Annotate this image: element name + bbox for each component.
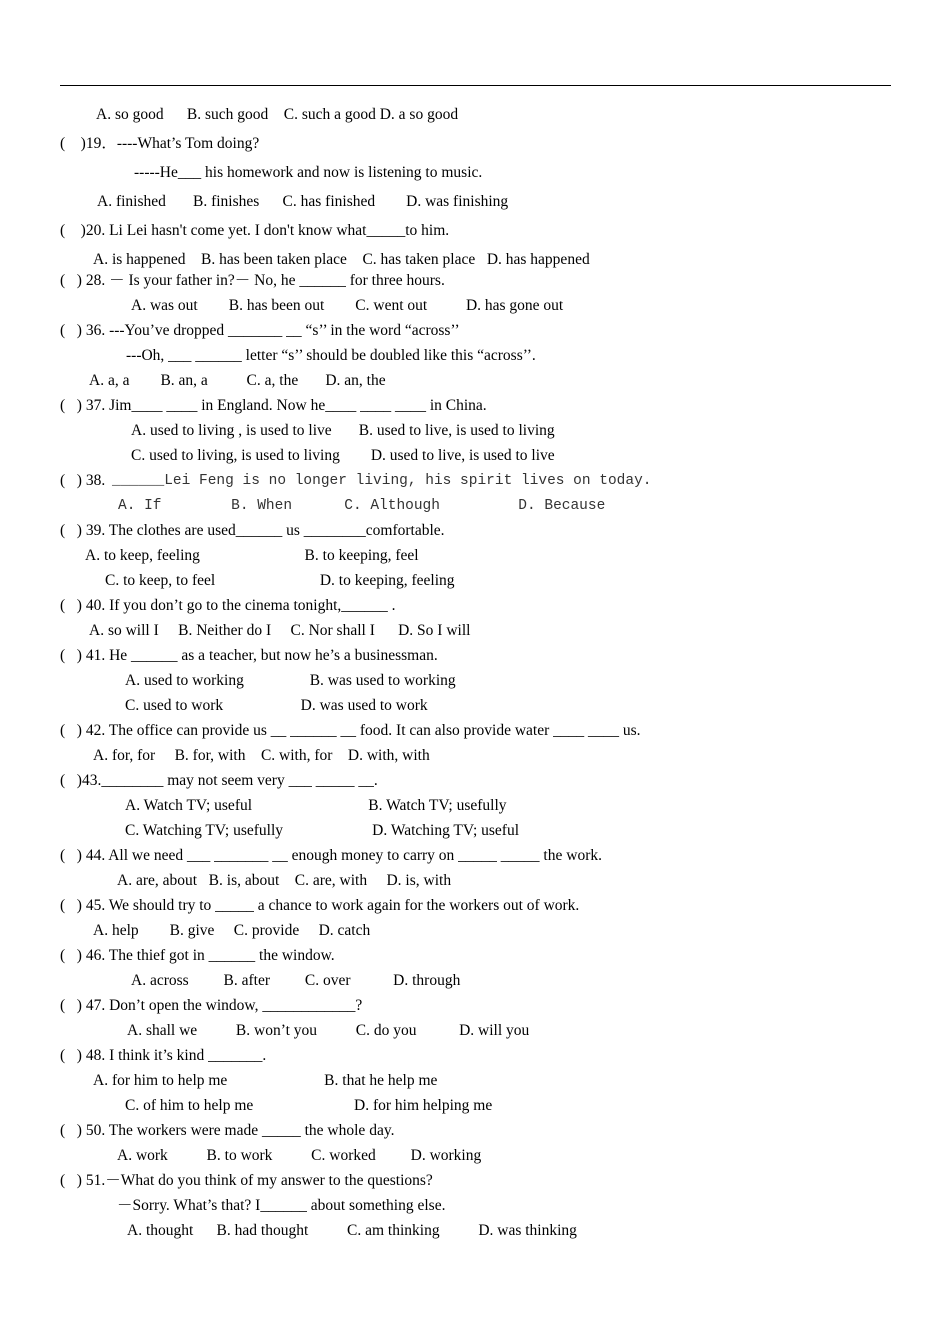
q19-options: A. finished B. finishes C. has finished D. was finishing <box>97 193 509 210</box>
q41-stem: ( ) 41. He ______ as a teacher, but now he’s a businessman. <box>60 647 438 664</box>
q37-stem: ( ) 37. Jim____ ____ in England. Now he____ ____ ____ in China. <box>60 397 487 414</box>
q19-answer-line: -----He___ his homework and now is listening to music. <box>134 164 483 181</box>
q36-stem: ( ) 36. ---You’ve dropped _______ __ “s’’ in the word “across’’ <box>60 322 460 339</box>
q39-options-ab: A. to keep, feeling B. to keeping, feel <box>85 547 419 564</box>
q38-number: ( ) 38. <box>60 472 106 489</box>
q41-options-cd: C. used to work D. was used to work <box>125 697 428 714</box>
q44-stem: ( ) 44. All we need ___ _______ __ enough money to carry on _____ _____ the work. <box>60 847 602 864</box>
q20-stem: ( )20. Li Lei hasn't come yet. I don't know what_____to him. <box>60 222 450 239</box>
q37-options-ab: A. used to living , is used to live B. used to live, is used to living <box>131 422 555 439</box>
q36-answer-line: ---Oh, ___ ______ letter “s’’ should be doubled like this “across’’. <box>126 347 536 364</box>
q38-options: A. If B. When C. Although D. Because <box>118 498 606 514</box>
q51-stem: ( ) 51.－What do you think of my answer to the questions? <box>60 1172 433 1189</box>
q40-stem: ( ) 40. If you don’t go to the cinema tonight,______ . <box>60 597 396 614</box>
q43-options-cd: C. Watching TV; usefully D. Watching TV; useful <box>125 822 520 839</box>
q43-options-ab: A. Watch TV; useful B. Watch TV; usefully <box>125 797 507 814</box>
q20-options: A. is happened B. has been taken place C. has taken place D. has happened <box>93 251 590 268</box>
q48-options-cd: C. of him to help me D. for him helping me <box>125 1097 493 1114</box>
q28-stem: ( ) 28. － Is your father in?－ No, he ______ for three hours. <box>60 272 445 289</box>
q39-options-cd: C. to keep, to feel D. to keeping, feeling <box>105 572 455 589</box>
header-rule <box>60 85 891 86</box>
q38-stem: ______Lei Feng is no longer living, his spirit lives on today. <box>112 473 652 489</box>
q45-stem: ( ) 45. We should try to _____ a chance to work again for the workers out of work. <box>60 897 580 914</box>
q50-stem: ( ) 50. The workers were made _____ the whole day. <box>60 1122 395 1139</box>
q28-options: A. was out B. has been out C. went out D. has gone out <box>131 297 564 314</box>
q51-options: A. thought B. had thought C. am thinking D. was thinking <box>127 1222 577 1239</box>
q39-stem: ( ) 39. The clothes are used______ us ________comfortable. <box>60 522 445 539</box>
q47-stem: ( ) 47. Don’t open the window, ____________? <box>60 997 363 1014</box>
q47-options: A. shall we B. won’t you C. do you D. will you <box>127 1022 530 1039</box>
q46-options: A. across B. after C. over D. through <box>131 972 461 989</box>
q40-options: A. so will I B. Neither do I C. Nor shall I D. So I will <box>89 622 471 639</box>
q44-options: A. are, about B. is, about C. are, with D. is, with <box>117 872 452 889</box>
q48-stem: ( ) 48. I think it’s kind _______. <box>60 1047 267 1064</box>
q18-options: A. so good B. such good C. such a good D. a so good <box>96 106 459 123</box>
q19-stem: ( )19．----What’s Tom doing? <box>60 135 260 152</box>
q37-options-cd: C. used to living, is used to living D. used to live, is used to live <box>131 447 555 464</box>
q42-stem: ( ) 42. The office can provide us __ ______ __ food. It can also provide water ____ ____ us. <box>60 722 641 739</box>
q41-options-ab: A. used to working B. was used to working <box>125 672 456 689</box>
q51-answer-line: －Sorry. What’s that? I______ about something else. <box>117 1197 446 1214</box>
q50-options: A. work B. to work C. worked D. working <box>117 1147 482 1164</box>
q48-options-ab: A. for him to help me B. that he help me <box>93 1072 438 1089</box>
q46-stem: ( ) 46. The thief got in ______ the window. <box>60 947 335 964</box>
q45-options: A. help B. give C. provide D. catch <box>93 922 371 939</box>
q43-stem: ( )43.________ may not seem very ___ _____ __. <box>60 772 378 789</box>
q42-options: A. for, for B. for, with C. with, for D. with, with <box>93 747 430 764</box>
q36-options: A. a, a B. an, a C. a, the D. an, the <box>89 372 386 389</box>
